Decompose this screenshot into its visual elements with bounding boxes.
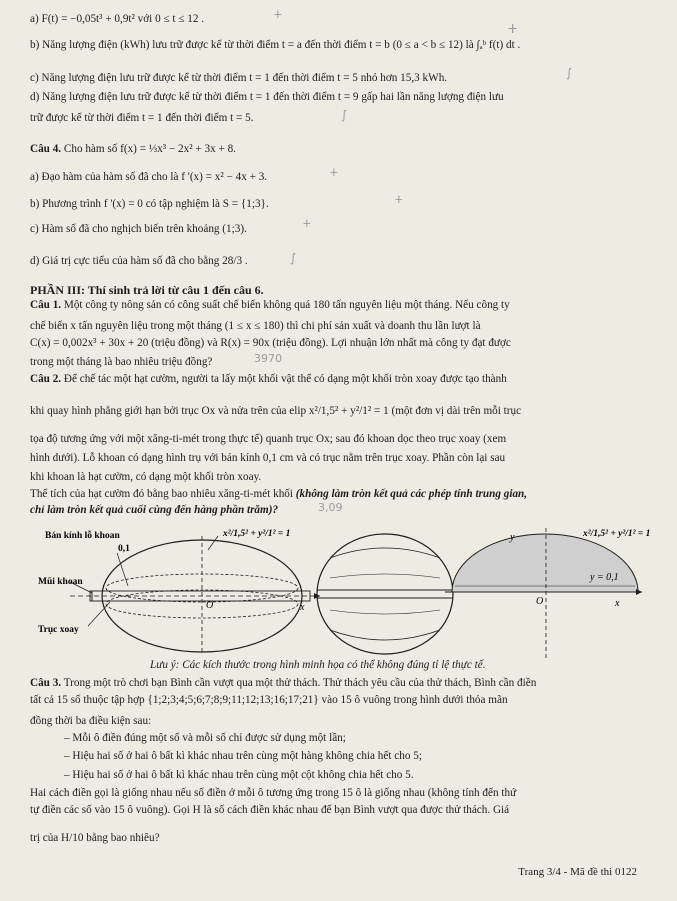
- line-22: chỉ làm tròn kết quả cuối cùng đến hàng phần trăm)?: [30, 504, 279, 516]
- line-08: b) Phương trình f '(x) = 0 có tập nghiệm là S = {1;3}.: [30, 198, 269, 210]
- line-24: [30, 676, 649, 690]
- condition-1: – Mỗi ô điền đúng một số và mỗi số chỉ được sử dụng một lần;: [64, 732, 346, 744]
- line-31: tự điền các số vào 15 ô vuông). Gọi H là số cách điền khác nhau để bạn Bình vượt qua được thử thách. Giá: [30, 804, 510, 816]
- line-01: a) F(t) = −0,05t³ + 0,9t² với 0 ≤ t ≤ 12 .: [30, 13, 205, 25]
- handwritten-mark-6: ⵜ: [395, 195, 403, 206]
- line-14: C(x) = 0,002x³ + 30x + 20 (triệu đồng) và R(x) = 90x (triệu đồng). Lợi nhuận lớn nhất mà công ty đạt được: [30, 337, 511, 349]
- right-line-label: y = 0,1: [590, 572, 619, 583]
- right-y-axis-label: y: [510, 532, 515, 543]
- question-2-label: Câu 2.: [30, 373, 62, 385]
- line-09: c) Hàm số đã cho nghịch biến trên khoảng (1;3).: [30, 223, 247, 235]
- part-3-heading: PHẦN III: Thí sinh trả lời từ câu 1 đến câu 6.: [30, 283, 264, 297]
- question-3-label: Câu 3.: [30, 677, 62, 689]
- handwritten-answer-2: 3,09: [318, 501, 343, 514]
- question-3-text: Trong một trò chơi bạn Bình cần vượt qua một thử thách. Thử thách yêu cầu của thử thách, Bình cần điền: [61, 677, 537, 689]
- label-rotation-axis: Trục xoay: [38, 625, 79, 635]
- line-15: trong một tháng là bao nhiêu triệu đồng?: [30, 356, 213, 368]
- question-4-label: Câu 4.: [30, 143, 62, 155]
- drill-figure-left: [38, 529, 320, 654]
- line-06: [30, 142, 649, 156]
- question-1-text: Một công ty nông sản có công suất chế biến không quá 180 tấn nguyên liệu một tháng. Nếu công ty: [61, 299, 510, 311]
- figure-note: Lưu ý: Các kích thước trong hình minh họa có thể không đúng tỉ lệ thực tế.: [150, 659, 486, 671]
- question-2-text: Để chế tác một hạt cườm, người ta lấy một khối vật thể có dạng một khối tròn xoay được tạo thành: [61, 373, 507, 385]
- line-02: b) Năng lượng điện (kWh) lưu trữ được kể từ thời điểm t = a đến thời điểm t = b (0 ≤ a < b ≤ 12) là ∫ₐᵇ f(t) dt .: [30, 39, 521, 51]
- line-04: d) Năng lượng điện lưu trữ được kể từ thời điểm t = 1 đến thời điểm t = 9 gấp hai lần năng lượng điện lưu: [30, 91, 504, 103]
- line-21: [30, 487, 649, 501]
- condition-3: – Hiệu hai số ở hai ô bất kì khác nhau trên cùng một cột không chia hết cho 5.: [64, 769, 414, 781]
- handwritten-mark-2: ⵜ: [508, 22, 518, 36]
- line-20: khi khoan là hạt cườm, có dạng một khối tròn xoay.: [30, 471, 262, 483]
- left-ellipse-equation: x²/1,5² + y²/1² = 1: [223, 529, 291, 539]
- line-30: Hai cách điền gọi là giống nhau nếu số điền ở mỗi ô tương ứng trong 15 ô là giống nhau (không tính đến thứ: [30, 787, 517, 799]
- left-origin-label: O: [206, 600, 214, 611]
- half-ellipse-graph: [445, 528, 650, 658]
- bead-figure-middle: [317, 534, 453, 654]
- line-13: chế biến x tấn nguyên liệu trong một tháng (1 ≤ x ≤ 180) thì chi phí sản xuất và doanh thu lần lượt là: [30, 320, 481, 332]
- page-footer: Trang 3/4 - Mã đề thi 0122: [518, 866, 637, 878]
- question-2-volume: Thể tích của hạt cườm đó bằng bao nhiêu xăng-ti-mét khối: [30, 488, 293, 500]
- handwritten-mark-8: ∫: [290, 251, 297, 265]
- question-2-rounding-note: (không làm tròn kết quả các phép tính trung gian,: [293, 488, 528, 500]
- line-32: trị của H/10 bằng bao nhiêu?: [30, 832, 160, 844]
- label-drill-radius-value: 0,1: [118, 544, 130, 554]
- line-25: tất cả 15 số thuộc tập hợp {1;2;3;4;5;6;7;8;9;11;12;13;16;17;21} vào 15 ô vuông trong hình dưới thỏa mãn: [30, 694, 508, 706]
- handwritten-answer-1: 3970: [254, 352, 282, 365]
- label-drill-bit: Mũi khoan: [38, 577, 83, 587]
- line-12: [30, 298, 649, 312]
- right-x-axis-label: x: [615, 598, 620, 609]
- bead-figure: [30, 518, 650, 658]
- line-07: a) Đạo hàm của hàm số đã cho là f '(x) = x² − 4x + 3.: [30, 171, 268, 183]
- handwritten-mark-7: ⵜ: [303, 219, 311, 230]
- line-18: tọa độ tương ứng với một xăng-ti-mét trong thực tế) quanh trục Ox; sau đó khoan dọc theo trục xoay (xem: [30, 433, 507, 445]
- line-26: đồng thời ba điều kiện sau:: [30, 715, 152, 727]
- handwritten-mark-4: ∫: [341, 108, 348, 122]
- question-4-text: Cho hàm số f(x) = ⅓x³ − 2x² + 3x + 8.: [61, 143, 236, 155]
- question-1-label: Câu 1.: [30, 299, 62, 311]
- left-x-axis-label: x: [300, 602, 305, 613]
- line-17: khi quay hình phẳng giới hạn bởi trục Ox và nửa trên của elip x²/1,5² + y²/1² = 1 (một đơn vị dài trên mỗi trục: [30, 405, 522, 417]
- line-10: d) Giá trị cực tiểu của hàm số đã cho bằng 28/3 .: [30, 255, 248, 267]
- right-ellipse-equation: x²/1,5² + y²/1² = 1: [583, 529, 650, 539]
- right-origin-label: O: [536, 596, 544, 607]
- line-19: hình dưới). Lỗ khoan có dạng hình trụ với bán kính 0,1 cm và có trục nằm trên trục xoay. Phần còn lại sau: [30, 452, 506, 464]
- handwritten-mark-3: ∫: [566, 66, 573, 80]
- label-drill-radius: Bán kính lỗ khoan: [45, 531, 120, 541]
- handwritten-mark-5: ⵜ: [330, 168, 338, 179]
- line-03: c) Năng lượng điện lưu trữ được kể từ thời điểm t = 1 đến thời điểm t = 5 nhỏ hơn 15,3 kWh.: [30, 72, 448, 84]
- line-16: [30, 372, 649, 386]
- line-05: trữ được kể từ thời điểm t = 1 đến thời điểm t = 5.: [30, 112, 254, 124]
- handwritten-mark-1: ⵜ: [274, 10, 282, 21]
- condition-2: – Hiệu hai số ở hai ô bất kì khác nhau trên cùng một hàng không chia hết cho 5;: [64, 750, 422, 762]
